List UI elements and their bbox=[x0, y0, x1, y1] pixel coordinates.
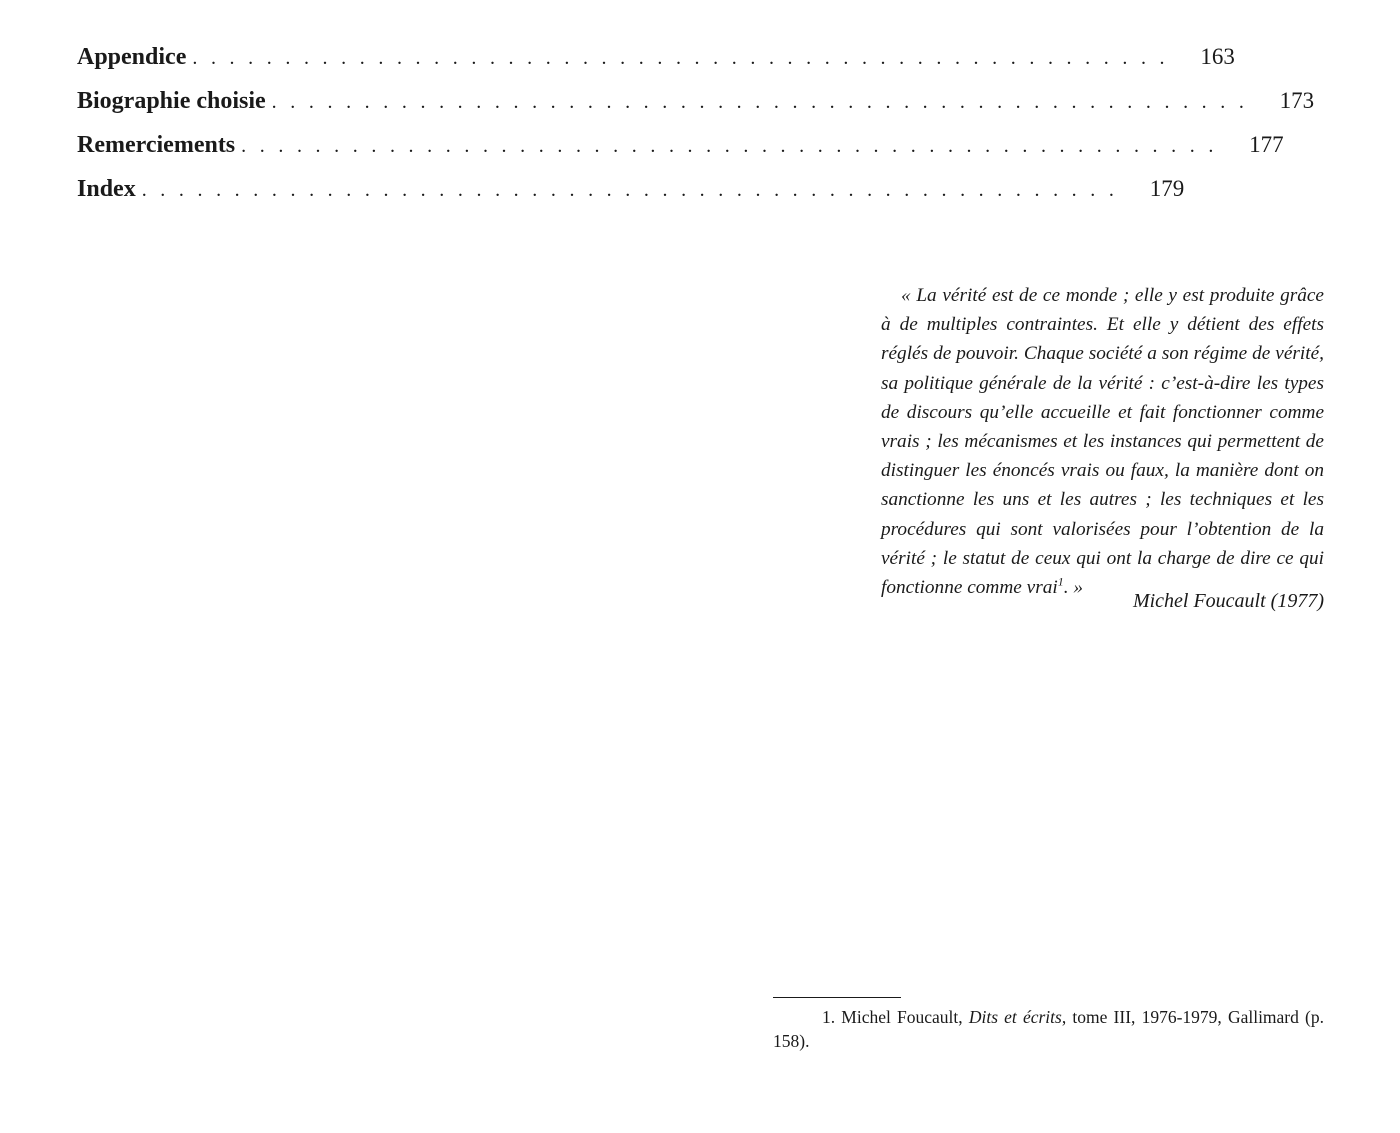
toc-entry-page: 179 bbox=[1149, 176, 1185, 201]
toc-entry-remerciements[interactable] bbox=[77, 132, 1284, 176]
footnote-author: Michel Foucault, bbox=[841, 1007, 963, 1027]
toc-dot-leader: . . . . . . . . . . . . . . . . . . . . . . . . . . . . . . . . . . . . . . . . . . . . . . . . . . . . . bbox=[241, 135, 1218, 157]
toc-entry-title: Biographie choisie bbox=[77, 88, 266, 114]
footnote-work-title: Dits et écrits bbox=[968, 1007, 1062, 1027]
toc-dot-leader: . . . . . . . . . . . . . . . . . . . . . . . . . . . . . . . . . . . . . . . . . . . . . . . . . . . . . bbox=[192, 47, 1169, 69]
toc-entry-title: Appendice bbox=[77, 44, 187, 70]
epigraph-attribution: Michel Foucault (1977) bbox=[1132, 590, 1324, 612]
toc-entry-appendice[interactable] bbox=[77, 44, 1235, 88]
toc-entry-page: 177 bbox=[1249, 132, 1284, 157]
toc-dot-leader: . . . . . . . . . . . . . . . . . . . . . . . . . . . . . . . . . . . . . . . . . . . . . . . . . . . . . bbox=[271, 91, 1249, 113]
epigraph-quote bbox=[881, 281, 1324, 602]
footnote-separator bbox=[773, 997, 901, 998]
epigraph-text: « La vérité est de ce monde ; elle y est produite grâce à de multiples contraintes. Et elle y détient des effets réglés de pouvoir. Chaque société a son régime de vérité, sa politique générale de la vérité : c’est-à-dire les types de discours qu’elle accueille et fait fonctionner comme vrais ; les mécanismes et les instances qui permettent de distinguer les énoncés vrais ou faux, la manière dont on sanctionne les uns et les autres ; les techniques et les procédures qui sont valorisées pour l’obtention de la vérité ; le statut de ceux qui ont la charge de dire ce qui fonctionne comme vrai bbox=[881, 285, 1324, 599]
toc-entry-page: 163 bbox=[1200, 44, 1235, 69]
toc-entry-index[interactable] bbox=[77, 176, 1185, 220]
footnote-number: 1. bbox=[822, 1007, 836, 1027]
toc-entry-title: Index bbox=[77, 176, 136, 202]
footnote-details: , tome III, 1976-1979, Gallimard (p. 158). bbox=[773, 1007, 1325, 1051]
epigraph-closing: . » bbox=[1063, 577, 1083, 599]
footnote-marker[interactable]: 1 bbox=[1057, 574, 1064, 589]
toc-entry-biographie-choisie[interactable] bbox=[77, 88, 1315, 132]
toc-dot-leader: . . . . . . . . . . . . . . . . . . . . . . . . . . . . . . . . . . . . . . . . . . . . . . . . . . . . . bbox=[141, 179, 1119, 201]
right-page bbox=[700, 0, 1400, 1133]
toc-entry-title: Remerciements bbox=[77, 132, 236, 158]
table-of-contents bbox=[77, 44, 1315, 220]
footnote bbox=[773, 1005, 1324, 1053]
toc-entry-page: 173 bbox=[1279, 88, 1315, 113]
